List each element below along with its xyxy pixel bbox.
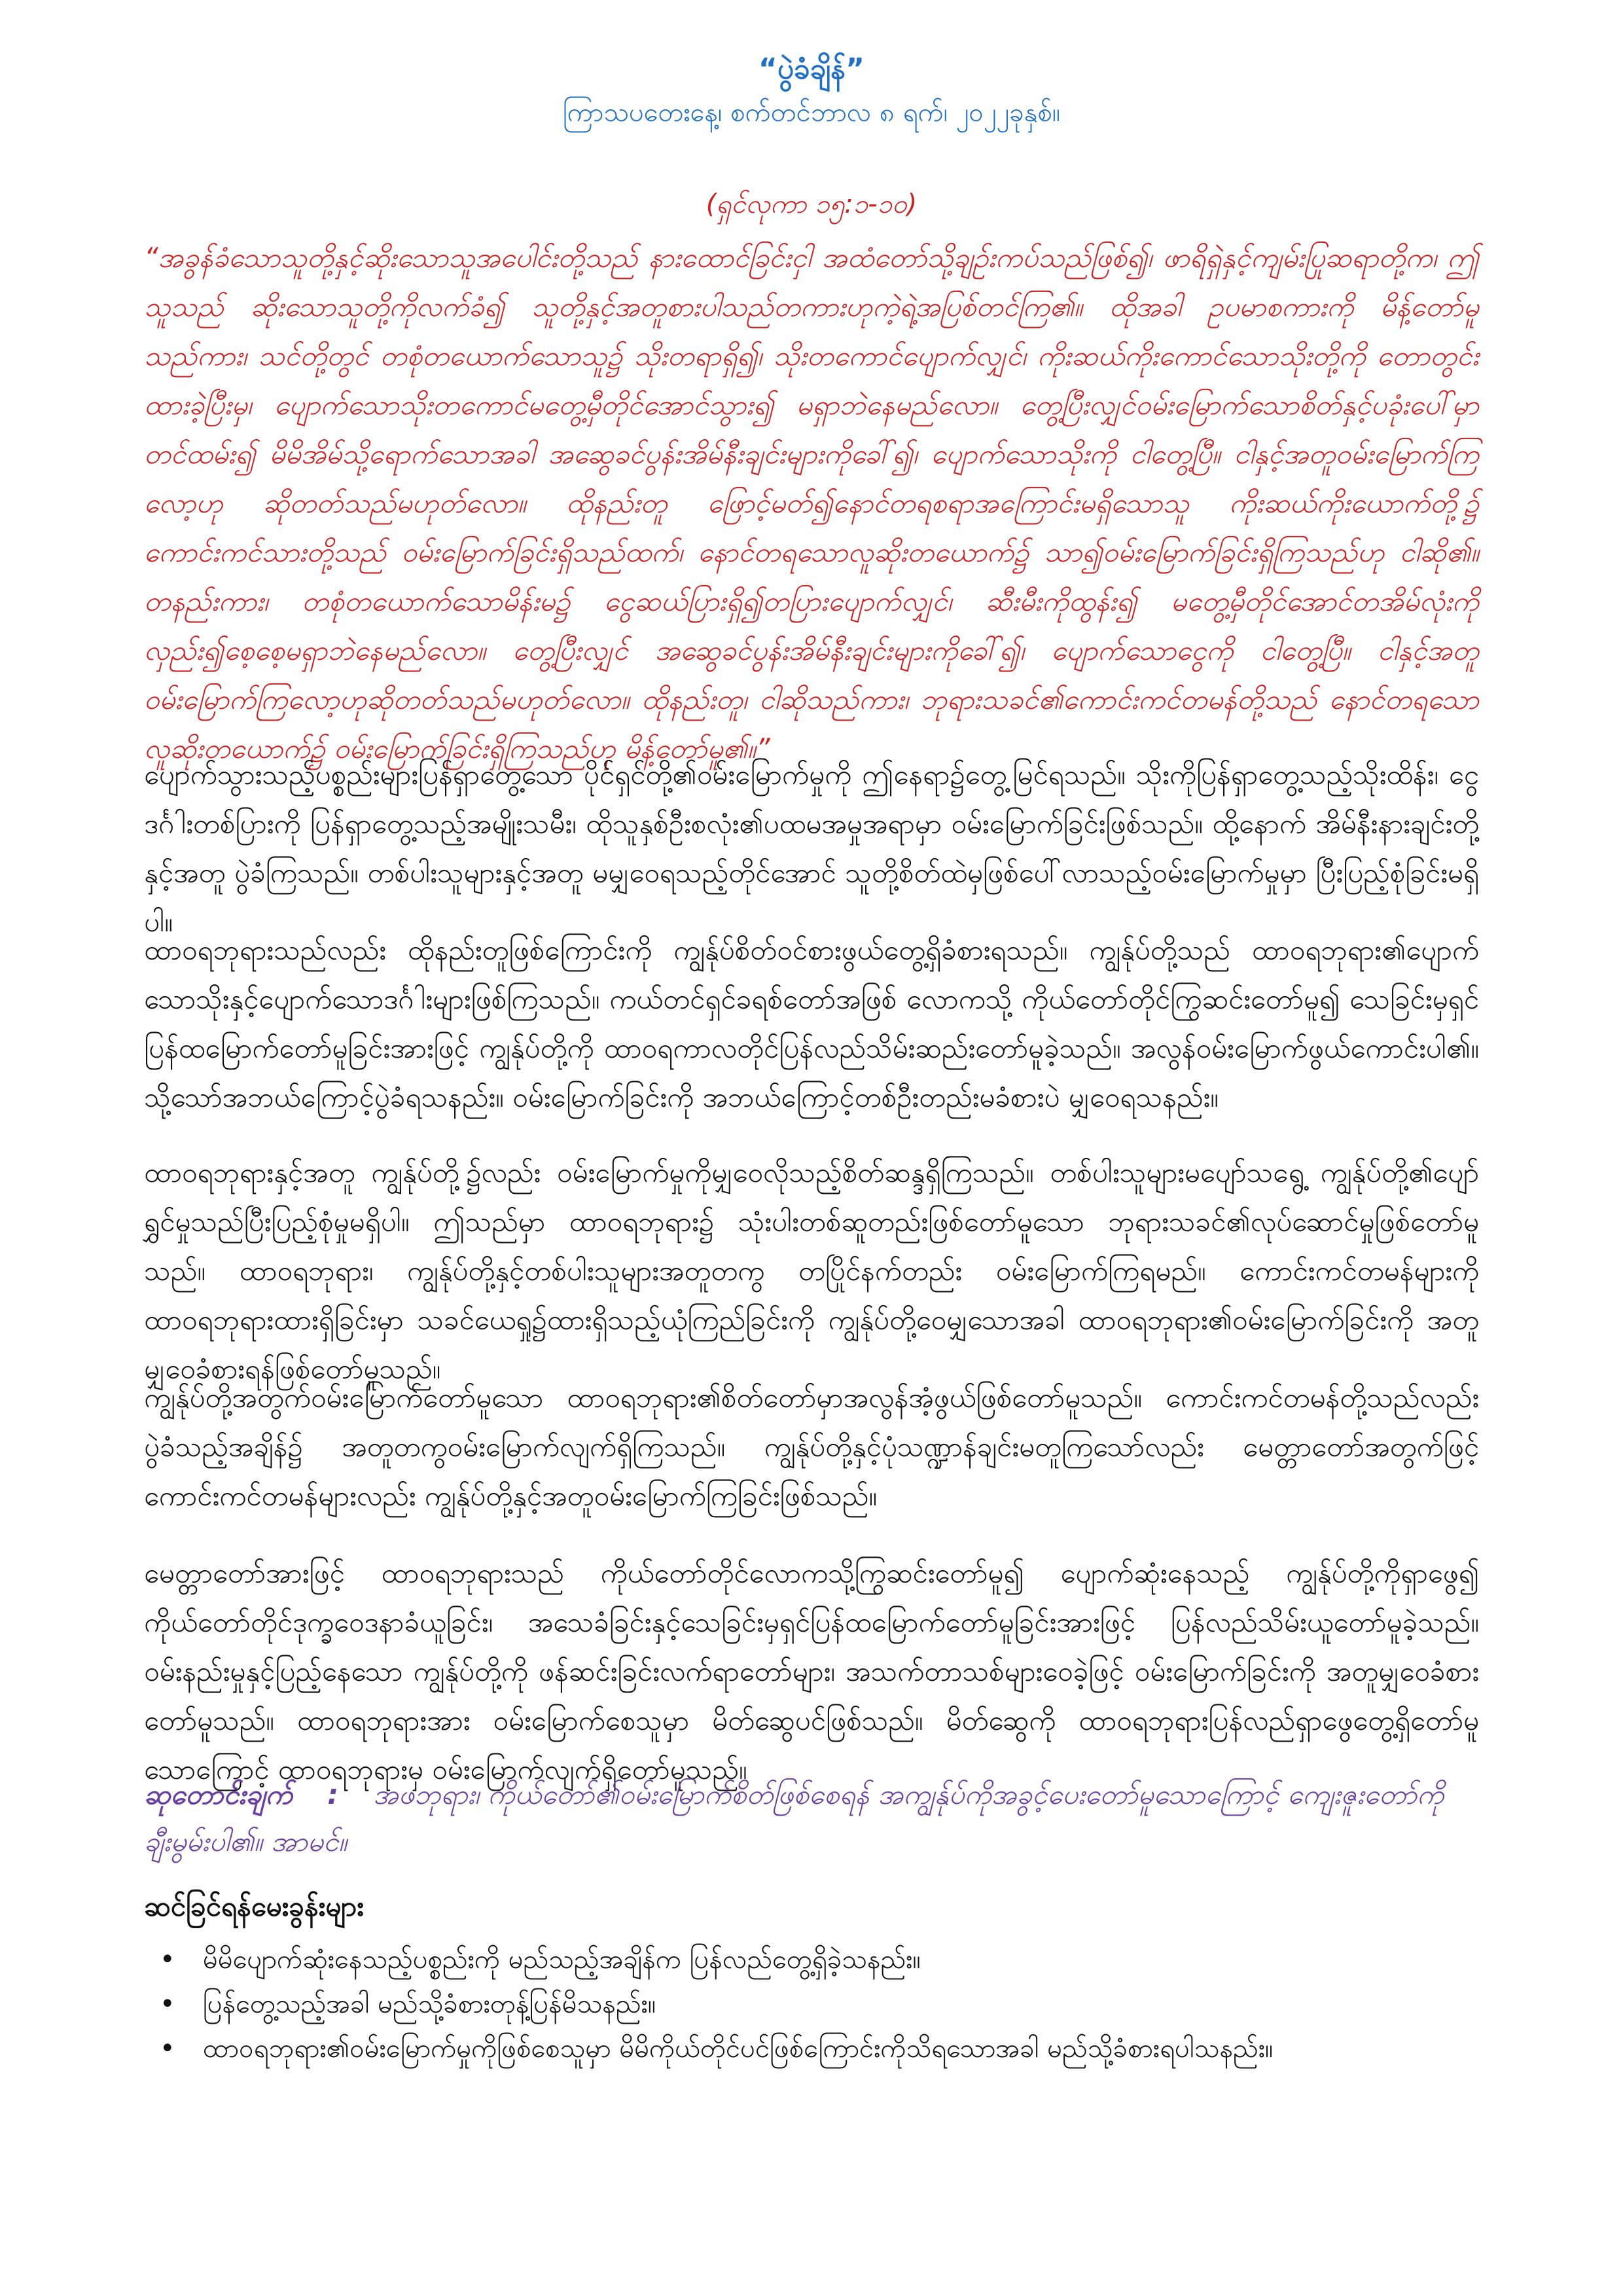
scripture-text: “အခွန်ခံသောသူတို့နှင့်ဆိုးသောသူအပေါင်းတို့သည် နားထောင်ခြင်းငှါ အထံတော်သို့ချဉ်းကပ်သည်ဖြစ်၍၊ ဖာရိရှဲနှင့်ကျမ်းပြုဆရာတို့က၊ ဤသူသည် ဆိုးသောသူတို့ကိုလက်ခံ၍ သူတို့နှင့်အတူစားပါသည်တကားဟုကဲ့ရဲ့အပြစ်တင်ကြ၏။ ထိုအခါ ဥပမာစကားကို မိန့်တော်မူသည်ကား၊ သင်တို့တွင် တစုံတယောက်သောသူ၌ သိုးတရာရှိ၍၊ သိုးတကောင်ပျောက်လျှင်၊ ကိုးဆယ်ကိုးကောင်သောသိုးတို့ကို တောတွင်းထားခဲ့ပြီးမှ၊ ပျောက်သောသိုးတကောင်မတွေ့မှီတိုင်အောင်သွား၍ မရှာဘဲနေမည်လော။ တွေ့ပြီးလျှင်ဝမ်းမြောက်သောစိတ်နှင့်ပခုံးပေါ်မှာတင်ထမ်း၍ မိမိအိမ်သို့ရောက်သောအခါ အဆွေခင်ပွန်းအိမ်နီးချင်းများကိုခေါ်၍၊ ပျောက်သောသိုးကို ငါတွေ့ပြီ။ ငါနှင့်အတူဝမ်းမြောက်ကြလော့ဟု ဆိုတတ်သည်မဟုတ်လော။ ထိုနည်းတူ ဖြောင့်မတ်၍နောင်တရစရာအကြောင်းမရှိသောသူ ကိုးဆယ်ကိုးယောက်တို့၌ ကောင်းကင်သားတို့သည် ဝမ်းမြောက်ခြင်းရှိသည်ထက်၊ နောင်တရသောလူဆိုးတယောက်၌ သာ၍ဝမ်းမြောက်ခြင်းရှိကြသည်ဟု ငါဆို၏။ တနည်းကား၊ တစုံတယောက်သောမိန်းမ၌ ငွေဆယ်ပြားရှိ၍တပြားပျောက်လျှင်၊ ဆီးမီးကိုထွန်း၍ မတွေ့မှီတိုင်အောင်တအိမ်လုံးကိုလှည်း၍စေ့စေ့မရှာဘဲနေမည်လော။ တွေ့ပြီးလျှင် အဆွေခင်ပွန်းအိမ်နီးချင်းများကိုခေါ်၍၊ ပျောက်သောငွေကို ငါတွေ့ပြီ။ ငါနှင့်အတူဝမ်းမြောက်ကြလော့ဟုဆိုတတ်သည်မဟုတ်လော။ ထိုနည်းတူ၊ ငါဆိုသည်ကား၊ ဘုရားသခင်၏ကောင်းကင်တမန်တို့သည် နောင်တရသောလူဆိုးတယောက်၌ ဝမ်းမြောက်ခြင်းရှိကြသည်ဟု မိန့်တော်မူ၏။” [144,242,1479,764]
body-paragraph-1: ပျောက်သွားသည့်ပစ္စည်းများပြန်ရှာတွေ့သော ပိုင်ရှင်တို့၏ဝမ်းမြောက်မှုကို ဤနေရာ၌တွေ့မြင်ရသည်။ သိုးကိုပြန်ရှာတွေ့သည့်သိုးထိန်း၊ ငွေဒင်္ဂါးတစ်ပြားကို ပြန်ရှာတွေ့သည့်အမျိုးသမီး၊ ထိုသူနှစ်ဦးစလုံး၏ပထမအမှုအရာမှာ ဝမ်းမြောက်ခြင်းဖြစ်သည်။ ထို့နောက် အိမ်နီးနားချင်းတို့နှင့်အတူ ပွဲခံကြသည်။ တစ်ပါးသူများနှင့်အတူ မမျှဝေရသည့်တိုင်အောင် သူတို့စိတ်ထဲမှဖြစ်ပေါ်လာသည့်ဝမ်းမြောက်မှုမှာ ပြီးပြည့်စုံခြင်းမရှိပါ။ [144,759,1479,938]
scripture-reference: (ရှင်လုကာ ၁၅:၁-၁၀) [705,189,918,219]
question-item [144,2026,1479,2071]
questions-heading: ဆင်ခြင်ရန်မေးခွန်းများ [144,1890,364,1922]
body-paragraph-5: မေတ္တာတော်အားဖြင့် ထာဝရဘုရားသည် ကိုယ်တော်တိုင်လောကသို့ကြွဆင်းတော်မူ၍ ပျောက်ဆုံးနေသည့် ကျွန်ုပ်တို့ကိုရှာဖွေ၍ ကိုယ်တော်တိုင်ဒုက္ခဝေဒနာခံယူခြင်း၊ အသေခံခြင်းနှင့်သေခြင်းမှရှင်ပြန်ထမြောက်တော်မူခြင်းအားဖြင့် ပြန်လည်သိမ်းယူတော်မူခဲ့သည်။ ဝမ်းနည်းမှုနှင့်ပြည့်နေသော ကျွန်ုပ်တို့ကို ဖန်ဆင်းခြင်းလက်ရာတော်များ၊ အသက်တာသစ်များဝေခဲ့ဖြင့် ဝမ်းမြောက်ခြင်းကို အတူမျှဝေခံစားတော်မူသည်။ ထာဝရဘုရားအား ဝမ်းမြောက်စေသူမှာ မိတ်ဆွေပင်ဖြစ်သည်။ မိတ်ဆွေကို ထာဝရဘုရားပြန်လည်ရှာဖွေတွေ့ရှိတော်မူသောကြောင့် ထာဝရဘုရားမှ ဝမ်းမြောက်လျက်ရှိတော်မူသည်။ [144,1557,1479,1785]
bullet-icon: • [160,2034,175,2064]
date-line: ကြာသပတေးနေ့၊ စက်တင်ဘာလ ၈ ရက်၊ ၂၀၂၂ခုနှစ်။ [563,98,1060,128]
bullet-icon: • [160,1989,175,2019]
prayer-text: အဖဘုရား၊ ကိုယ်တော်၏ဝမ်းမြောက်စိတ်ဖြစ်စေရန် အကျွန်ုပ်ကိုအခွင့်ပေးတော်မူသောကြောင့် ကျေးဇူးတော်ကိုချီးမွမ်းပါ၏။ အာမင်။ [144,1778,1444,1857]
body-paragraph-2: ထာဝရဘုရားသည်လည်း ထိုနည်းတူဖြစ်ကြောင်းကို ကျွန်ုပ်စိတ်ဝင်စားဖွယ်တွေ့ရှိခံစားရသည်။ ကျွန်ုပ်တို့သည် ထာဝရဘုရား၏ပျောက်သောသိုးနှင့်ပျောက်သောဒင်္ဂါးများဖြစ်ကြသည်။ ကယ်တင်ရှင်ခရစ်တော်အဖြစ် လောကသို့ ကိုယ်တော်တိုင်ကြွဆင်းတော်မူ၍ သေခြင်းမှရှင်ပြန်ထမြောက်တော်မူခြင်းအားဖြင့် ကျွန်ုပ်တို့ကို ထာဝရကာလတိုင်ပြန်လည်သိမ်းဆည်းတော်မူခဲ့သည်။ အလွန်ဝမ်းမြောက်ဖွယ်ကောင်းပါ၏။ သို့သော်အဘယ်ကြောင့်ပွဲခံရသနည်း။ ဝမ်းမြောက်ခြင်းကို အဘယ်ကြောင့်တစ်ဦးတည်းမခံစားပဲ မျှဝေရသနည်း။ [144,934,1479,1113]
body-paragraph-3: ထာဝရဘုရားနှင့်အတူ ကျွန်ုပ်တို့၌လည်း ဝမ်းမြောက်မှုကိုမျှဝေလိုသည့်စိတ်ဆန္ဒရှိကြသည်။ တစ်ပါးသူများမပျော်သရွေ့ ကျွန်ုပ်တို့၏ပျော်ရွှင်မှုသည်ပြီးပြည့်စုံမှုမရှိပါ။ ဤသည်မှာ ထာဝရဘုရား၌ သုံးပါးတစ်ဆူတည်းဖြစ်တော်မူသော ဘုရားသခင်၏လုပ်ဆောင်မှုဖြစ်တော်မူသည်။ ထာဝရဘုရား၊ ကျွန်ုပ်တို့နှင့်တစ်ပါးသူများအတူတကွ တပြိုင်နက်တည်း ဝမ်းမြောက်ကြရမည်။ ကောင်းကင်တမန်များကို ထာဝရဘုရားထားရှိခြင်းမှာ သခင်ယေရှု၌ထားရှိသည့်ယုံကြည်ခြင်းကို ကျွန်ုပ်တို့ဝေမျှသောအခါ ထာဝရဘုရား၏ဝမ်းမြောက်ခြင်းကို အတူမျှဝေခံစားရန်ဖြစ်တော်မူသည်။ [144,1157,1479,1385]
question-text: ထာဝရဘုရား၏ဝမ်းမြောက်မှုကိုဖြစ်စေသူမှာ မိမိကိုယ်တိုင်ပင်ဖြစ်ကြောင်းကိုသိရသောအခါ မည်သို့ခံစားရပါသနည်း။ [203,2034,1274,2064]
prayer-separator: : [327,1778,339,1810]
question-item [144,1982,1479,2026]
body-paragraph-4: ကျွန်ုပ်တို့အတွက်ဝမ်းမြောက်တော်မူသော ထာဝရဘုရား၏စိတ်တော်မှာအလွန်အံ့ဖွယ်ဖြစ်တော်မူသည်။ ကောင်းကင်တမန်တို့သည်လည်း ပွဲခံသည့်အချိန်၌ အတူတကွဝမ်းမြောက်လျက်ရှိကြသည်။ ကျွန်ုပ်တို့နှင့်ပုံသဏ္ဍာန်ချင်းမတူကြသော်လည်း မေတ္တာတော်အတွက်ဖြင့် ကောင်းကင်တမန်များလည်း ကျွန်ုပ်တို့နှင့်အတူဝမ်းမြောက်ကြခြင်းဖြစ်သည်။ [144,1382,1479,1512]
bullet-icon: • [160,1945,175,1975]
page-title: “ပွဲခံချိန်” [758,52,865,86]
question-item [144,1937,1479,1982]
questions-list [144,1937,1479,2071]
prayer-label: ဆုတောင်းချက် [144,1778,293,1810]
prayer-block [144,1771,1479,1865]
question-text: မိမိပျောက်ဆုံးနေသည့်ပစ္စည်းကို မည်သည့်အချိန်က ပြန်လည်တွေ့ရှိခဲ့သနည်း။ [203,1945,921,1975]
question-text: ပြန်တွေ့သည့်အခါ မည်သို့ခံစားတုန့်ပြန်မိသနည်း။ [203,1989,656,2019]
